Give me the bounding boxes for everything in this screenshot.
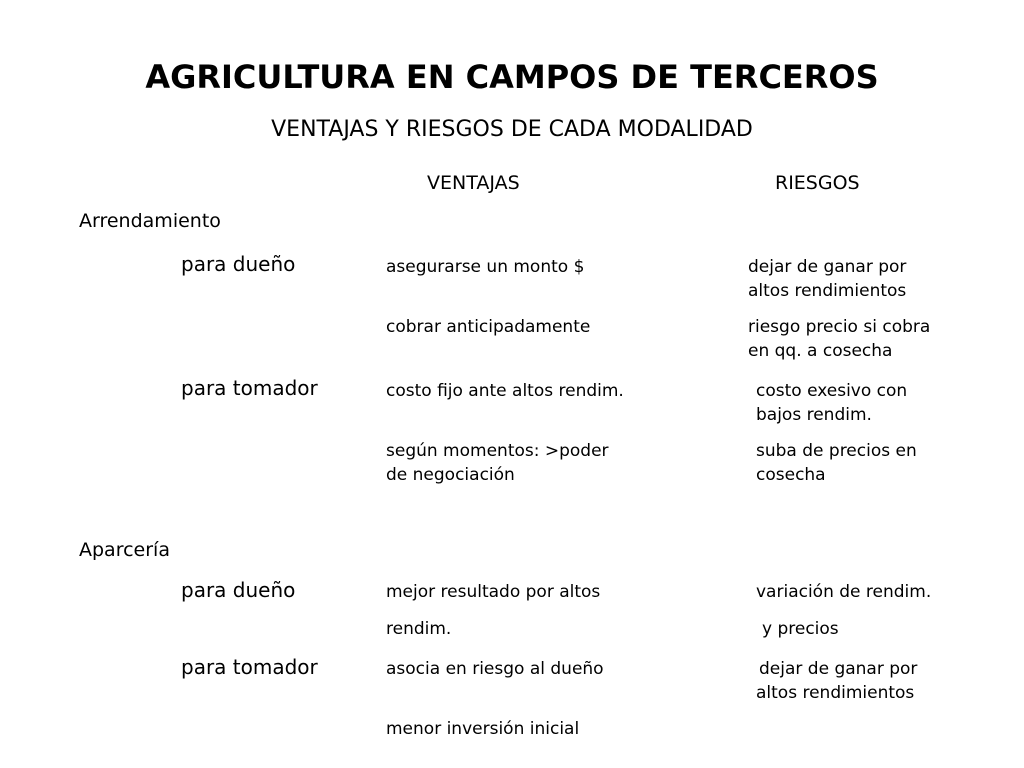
section-aparceria: Aparcería bbox=[79, 539, 170, 561]
aparceria-dueno-riesgo-1b: y precios bbox=[762, 619, 839, 639]
aparceria-tomador-riesgo-1a: dejar de ganar por bbox=[759, 659, 918, 679]
aparceria-dueno-ventaja-1a: mejor resultado por altos bbox=[386, 582, 601, 602]
arrendamiento-tomador-label: para tomador bbox=[181, 376, 318, 400]
arrendamiento-tomador-riesgo-2a: suba de precios en bbox=[756, 441, 917, 461]
aparceria-tomador-riesgo-1b: altos rendimientos bbox=[756, 683, 915, 703]
aparceria-tomador-ventaja-2: menor inversión inicial bbox=[386, 719, 580, 739]
arrendamiento-dueno-riesgo-2b: en qq. a cosecha bbox=[748, 341, 893, 361]
arrendamiento-dueno-riesgo-1b: altos rendimientos bbox=[748, 281, 907, 301]
arrendamiento-tomador-ventaja-2b: de negociación bbox=[386, 465, 515, 485]
column-header-riesgos: RIESGOS bbox=[775, 172, 860, 194]
arrendamiento-tomador-riesgo-2b: cosecha bbox=[756, 465, 826, 485]
arrendamiento-tomador-ventaja-2a: según momentos: >poder bbox=[386, 441, 609, 461]
aparceria-tomador-ventaja-1: asocia en riesgo al dueño bbox=[386, 659, 604, 679]
arrendamiento-tomador-riesgo-1a: costo exesivo con bbox=[756, 381, 908, 401]
arrendamiento-dueno-riesgo-2a: riesgo precio si cobra bbox=[748, 317, 931, 337]
aparceria-tomador-label: para tomador bbox=[181, 655, 318, 679]
arrendamiento-dueno-label: para dueño bbox=[181, 252, 296, 276]
aparceria-dueno-ventaja-1b: rendim. bbox=[386, 619, 452, 639]
section-arrendamiento: Arrendamiento bbox=[79, 210, 221, 232]
column-header-ventajas: VENTAJAS bbox=[427, 172, 520, 194]
arrendamiento-dueno-riesgo-1a: dejar de ganar por bbox=[748, 257, 907, 277]
aparceria-dueno-label: para dueño bbox=[181, 578, 296, 602]
arrendamiento-tomador-riesgo-1b: bajos rendim. bbox=[756, 405, 872, 425]
slide-subtitle: VENTAJAS Y RIESGOS DE CADA MODALIDAD bbox=[271, 117, 753, 142]
aparceria-dueno-riesgo-1a: variación de rendim. bbox=[756, 582, 932, 602]
arrendamiento-tomador-ventaja-1: costo fijo ante altos rendim. bbox=[386, 381, 624, 401]
slide-title: AGRICULTURA EN CAMPOS DE TERCEROS bbox=[145, 58, 879, 96]
arrendamiento-dueno-ventaja-1: asegurarse un monto $ bbox=[386, 257, 585, 277]
arrendamiento-dueno-ventaja-2: cobrar anticipadamente bbox=[386, 317, 591, 337]
